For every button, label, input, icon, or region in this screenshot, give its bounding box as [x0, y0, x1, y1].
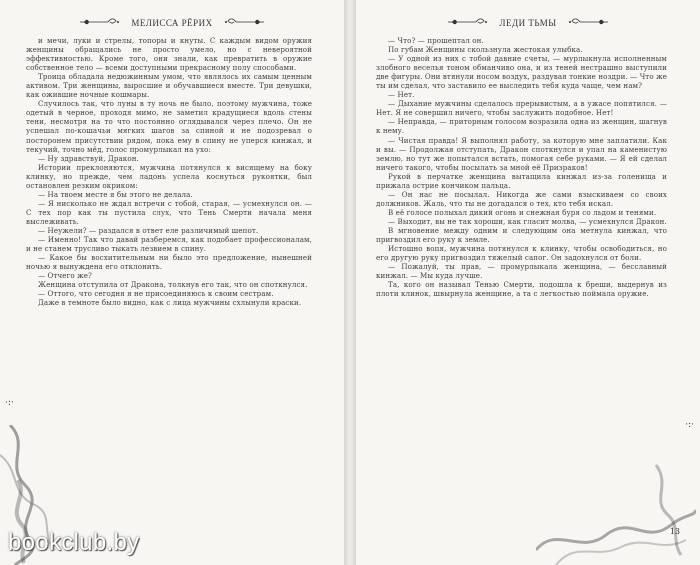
dots-ornament-icon: ·:· — [5, 398, 14, 408]
paragraph: В мгновение между одним и следующим она метнула кинжал, что пригвоздил его руку к земле. — [376, 225, 667, 245]
paragraph: Рукой в перчатке женщина вытащила кинжал из-за голенища и прижала острие кончиком пальца. — [376, 171, 667, 190]
paragraph: По губам Женщины скользнула жестокая улыбка. — [388, 45, 583, 55]
paragraph: Даже в темноте было видно, как с лица мужчины схлынули краски. — [38, 298, 302, 308]
paragraph: — Пожалуй, ты прав, — промурлыкала женщина, — бесславный кинжал. — Мы куда лучше. — [376, 262, 667, 281]
ornament-right-icon — [224, 17, 266, 27]
paragraph: Истошно вопя, мужчина потянулся к клинку, чтобы освободиться, но его другую руку пригвоздил тяжелый сапог. Он задохнулся от боли. — [376, 244, 667, 263]
dots-ornament-icon: ·:· — [685, 420, 694, 430]
running-head-title: ЛЕДИ ТЬМЫ — [499, 18, 557, 28]
running-head-title: МЕЛИССА РЁРИХ — [131, 18, 213, 28]
paragraph: — У одной из них с тобой давние счеты, — мурлыкнула исполненным злобного веселья тоном обманчиво она, и из теней нестрашно выступили две фигуры. Они втянули носом воздух, раздувая тонкие ноздри. — Что же ты им сделал, что заставило ее выследить тебя куда чаще, чем нам? — [376, 54, 667, 91]
watermark-text: bookclub.by — [8, 529, 140, 556]
left-page — [0, 0, 344, 565]
paragraph: — Неужели? — раздался в ответ еле различимый шепот. — [38, 225, 259, 235]
right-page — [356, 0, 700, 565]
paragraph: Истории преклоняются, мужчина потянулся к висящему на боку клинку, но прежде, чем ладонь успела коснуться рукоятки, был остановлен резким окриком: — [26, 162, 312, 190]
left-text-block — [26, 36, 312, 307]
smoke-decoration-icon — [536, 455, 696, 565]
paragraph: — На твоем месте я бы этого не делала. — [38, 189, 193, 199]
paragraph: — Неправда, — приторным голосом возразила одна из женщин, шагнув к нему. — [376, 117, 667, 136]
paragraph: — Я нисколько не ждал встречи с тобой, старая, — усмехнулся он. — С тех пор как ты пустила слух, что Тень Смерти начала меня выслеживать. — [26, 198, 312, 226]
paragraph: Женщина отступила от Дракона, толкнув его так, что он споткнулся. — [38, 280, 308, 290]
ornament-right-icon — [568, 17, 610, 27]
running-head-left — [0, 11, 344, 27]
paragraph: — Нет. — [388, 90, 415, 100]
paragraph: — Именно! Так что давай разберемся, как подобает профессионалам, и не станем трусливо тыкать лезвием в спину. — [26, 235, 312, 254]
paragraph: Та, кого он называл Тенью Смерти, подошла к бреши, выдернув из плоти клинок, швырнула женщине, а та с легкостью поймала оружие. — [376, 280, 667, 299]
paragraph: — Какое бы восхитительным ни было это предложение, нынешней ночью я вынуждена его отклонить. — [26, 253, 312, 272]
page-number: 13 — [669, 527, 680, 536]
paragraph: Случилось так, что луны в ту ночь не было, поэтому мужчина, тоже одетый в черное, проходя мимо, не заметил крадущиеся вдоль стены тени, несмотря на то что постоянно оглядывался через плечо. Он не успешал по-кошачьи мягких шагов за спиной и не подозревал о посторонем присутствии рядом, пока ему в спину не уперся кинжал, и текучий, точно мёд, голос промурлыкал на ухо: — [26, 99, 312, 154]
paragraph: В её голосе полыхал дикий огонь и снежная буря со льдом и тенями. — [388, 207, 657, 217]
paragraph: — Он нас не посылал. Никогда же сами взыскиваем со своих должников. Жаль, что ты не догадался о тех, кто тебя искал. — [376, 189, 667, 208]
ornament-left-icon — [446, 17, 488, 27]
right-text-block — [376, 36, 667, 298]
paragraph: — Ну здравствуй, Дракон. — [38, 153, 139, 163]
running-head-right — [356, 11, 700, 27]
paragraph: Троица обладала недюжинным умом, что являлось их самым ценным активом. Три женщины, выросшие и обучавшиеся вместе. Три девушки, как ожившие ночные кошмары. — [26, 72, 312, 100]
paragraph: — Отчего же? — [38, 271, 92, 281]
book-gutter — [344, 0, 356, 565]
paragraph: — Выходит, вы не так хороши, как гласит молва, — усмехнулся Дракон. — [388, 216, 667, 226]
paragraph: — Чистая правда! Я выполнял работу, за которую мне заплатили. Как и вы. — Продолжая отступать, Дракон споткнулся и упал на каменистую землю, но тут же попытался встать, помогая себе руками. — Я ей сделал ничего такого, чтобы посылать за мной её Призраков! — [376, 135, 667, 172]
ornament-left-icon — [78, 17, 120, 27]
paragraph: и мечи, луки и стрелы, топоры и кнуты. С каждым видом оружия женщины обращались не просто умело, но с невероятной эффективностью. Кроме того, они знали, как превратить в оружие собственное тело — всеми доступными прекрасному полу способами. — [26, 36, 312, 73]
paragraph: — Оттого, что сегодня я не присоединяюсь к своим сестрам. — [38, 289, 274, 299]
paragraph: — Дыхание мужчины сделалось прерывистым, а в ужасе попятился. — Нет. Я не совершил ничего, чтобы заслужить подобное. Нет! — [376, 99, 667, 118]
paragraph: — Что? — прошептал он. — [388, 36, 484, 45]
